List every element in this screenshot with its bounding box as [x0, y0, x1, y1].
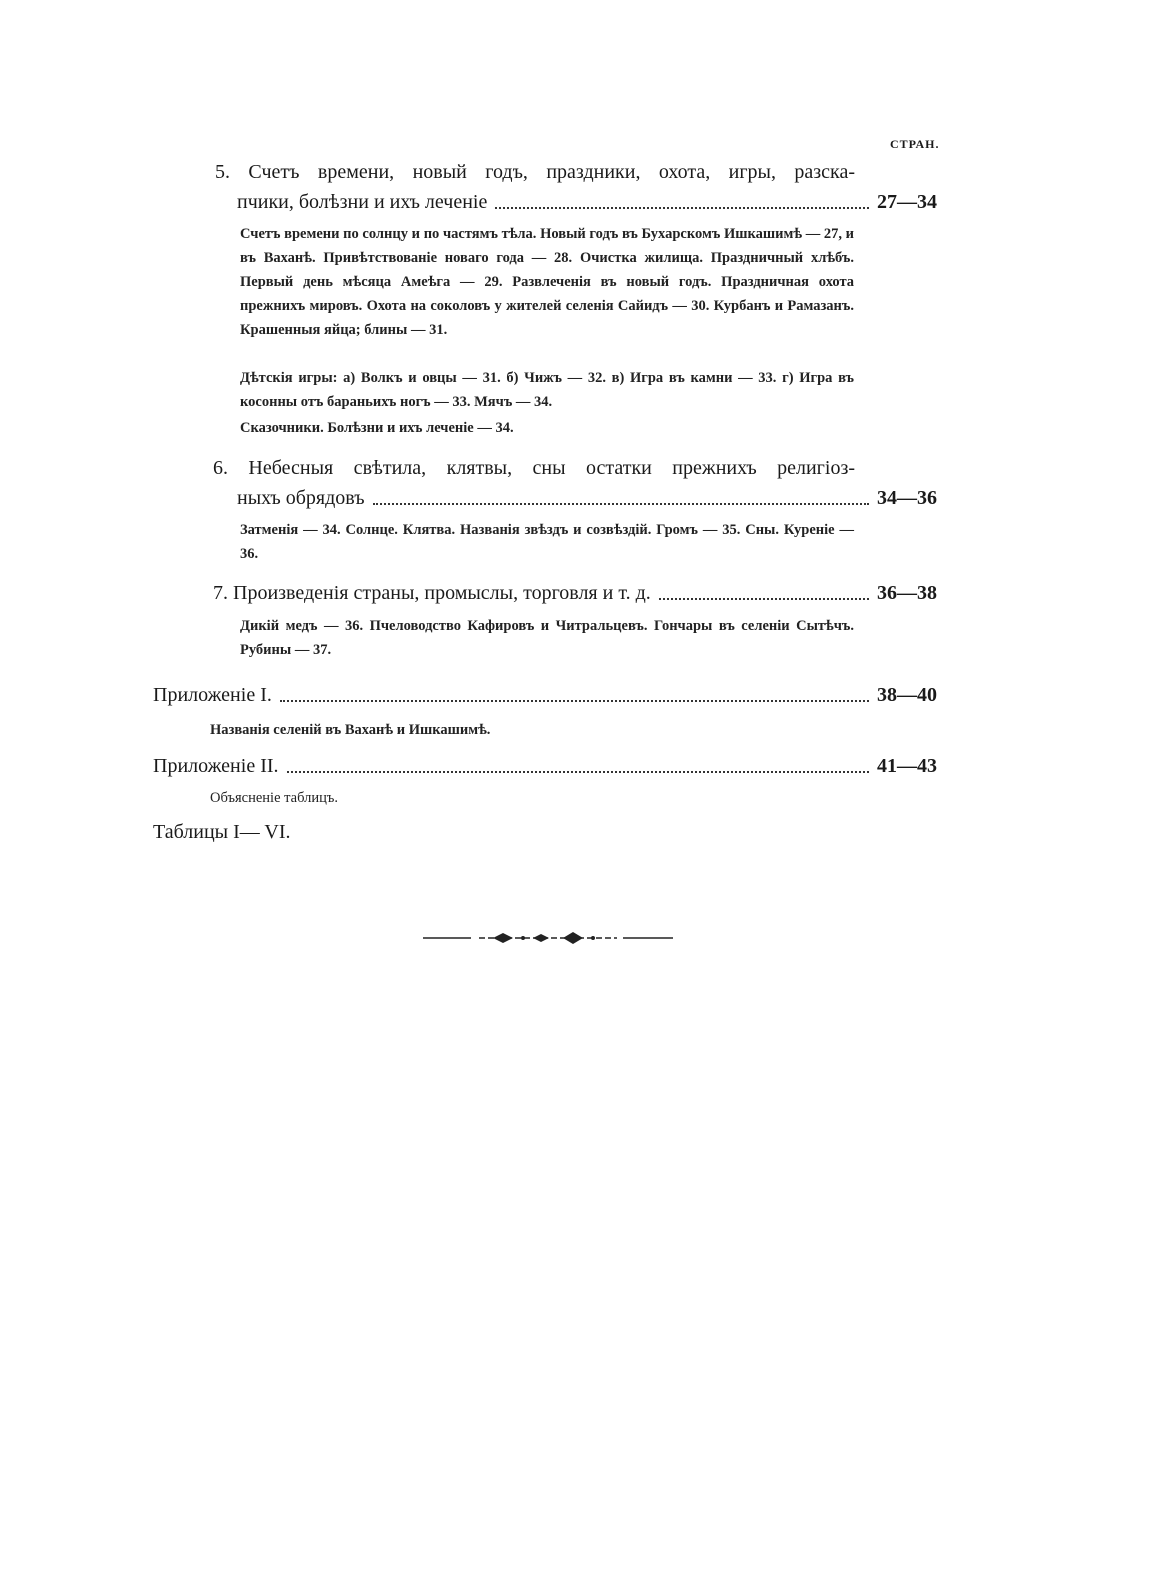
toc-subentry: Затменія — 34. Солнце. Клятва. Названія звѣздъ и созвѣздій. Громъ — 35. Сны. Куреніе — 36.	[240, 522, 854, 562]
toc-page-range: 38—40	[877, 684, 937, 706]
leader-dots	[280, 700, 869, 702]
toc-page-range: 27—34	[877, 191, 937, 213]
toc-entry-title-line2: пчики, болѣзни и ихъ леченіе	[237, 191, 488, 213]
toc-entry-line	[153, 817, 553, 847]
toc-entry-7	[213, 578, 937, 608]
toc-subentry: Счетъ времени по солнцу и по частямъ тѣла. Новый годъ въ Бухарскомъ Ишкашимѣ — 27, и въ Ваханѣ. Привѣтствованіе новаго года — 28. Очистка жилища. Праздничный хлѣбъ. Первый день мѣсяца Амеѣга — 29. Развлеченія въ новый годъ. Праздничная охота прежнихъ мировъ. Охота на соколовъ у жителей селенія Сайидъ — 30. Курбанъ и Рамазанъ. Крашенныя яйца; блины — 31.	[240, 226, 854, 338]
leader-dots	[495, 207, 869, 209]
toc-subentry: Дикій медъ — 36. Пчеловодство Кафировъ и Читральцевъ. Гончары въ селеніи Сытѣчъ. Рубины — 37.	[240, 618, 854, 658]
toc-entry-title: 7. Произведенія страны, промыслы, торговля и т. д.	[213, 582, 651, 604]
toc-page-range: 36—38	[877, 582, 937, 604]
toc-page-range: 34—36	[877, 487, 937, 509]
leader-dots	[373, 503, 869, 505]
leader-dots	[287, 771, 869, 773]
toc-entry-line	[213, 578, 937, 608]
toc-entry-title-line2: ныхъ обрядовъ	[237, 487, 365, 509]
toc-entry-line	[153, 751, 937, 781]
toc-entry-title: Приложеніе II.	[153, 755, 279, 777]
toc-subentry: Названія селеній въ Ваханѣ и Ишкашимѣ.	[210, 722, 491, 738]
toc-subentry: Сказочники. Болѣзни и ихъ леченіе — 34.	[240, 420, 514, 436]
leader-dots	[659, 598, 869, 600]
toc-entry-title: Приложеніе I.	[153, 684, 272, 706]
toc-entry-5	[215, 157, 937, 217]
toc-appendix-2	[153, 751, 937, 781]
toc-tables	[153, 817, 553, 847]
toc-entry-6	[213, 453, 937, 513]
toc-subentry: Дѣтскія игры: а) Волкъ и овцы — 31. б) Чижъ — 32. в) Игра въ камни — 33. г) Игра въ косонны отъ бараньихъ ногъ — 33. Мячъ — 34.	[240, 370, 854, 410]
toc-entry-line2	[215, 187, 937, 217]
toc-page-range: 41—43	[877, 755, 937, 777]
toc-entry-line2	[213, 483, 937, 513]
ornament-divider	[423, 928, 673, 948]
toc-entry-title-line1: 5. Счетъ времени, новый годъ, праздники, охота, игры, разска-	[215, 161, 855, 183]
toc-subentry: Объясненіе таблицъ.	[210, 790, 338, 806]
toc-appendix-1	[153, 680, 937, 710]
pages-column-label: СТРАН.	[890, 137, 940, 151]
toc-entry-title-line1: 6. Небесныя свѣтила, клятвы, сны остатки прежнихъ религіоз-	[213, 457, 855, 479]
toc-entry-line	[153, 680, 937, 710]
toc-entry-title: Таблицы I— VI.	[153, 821, 291, 843]
